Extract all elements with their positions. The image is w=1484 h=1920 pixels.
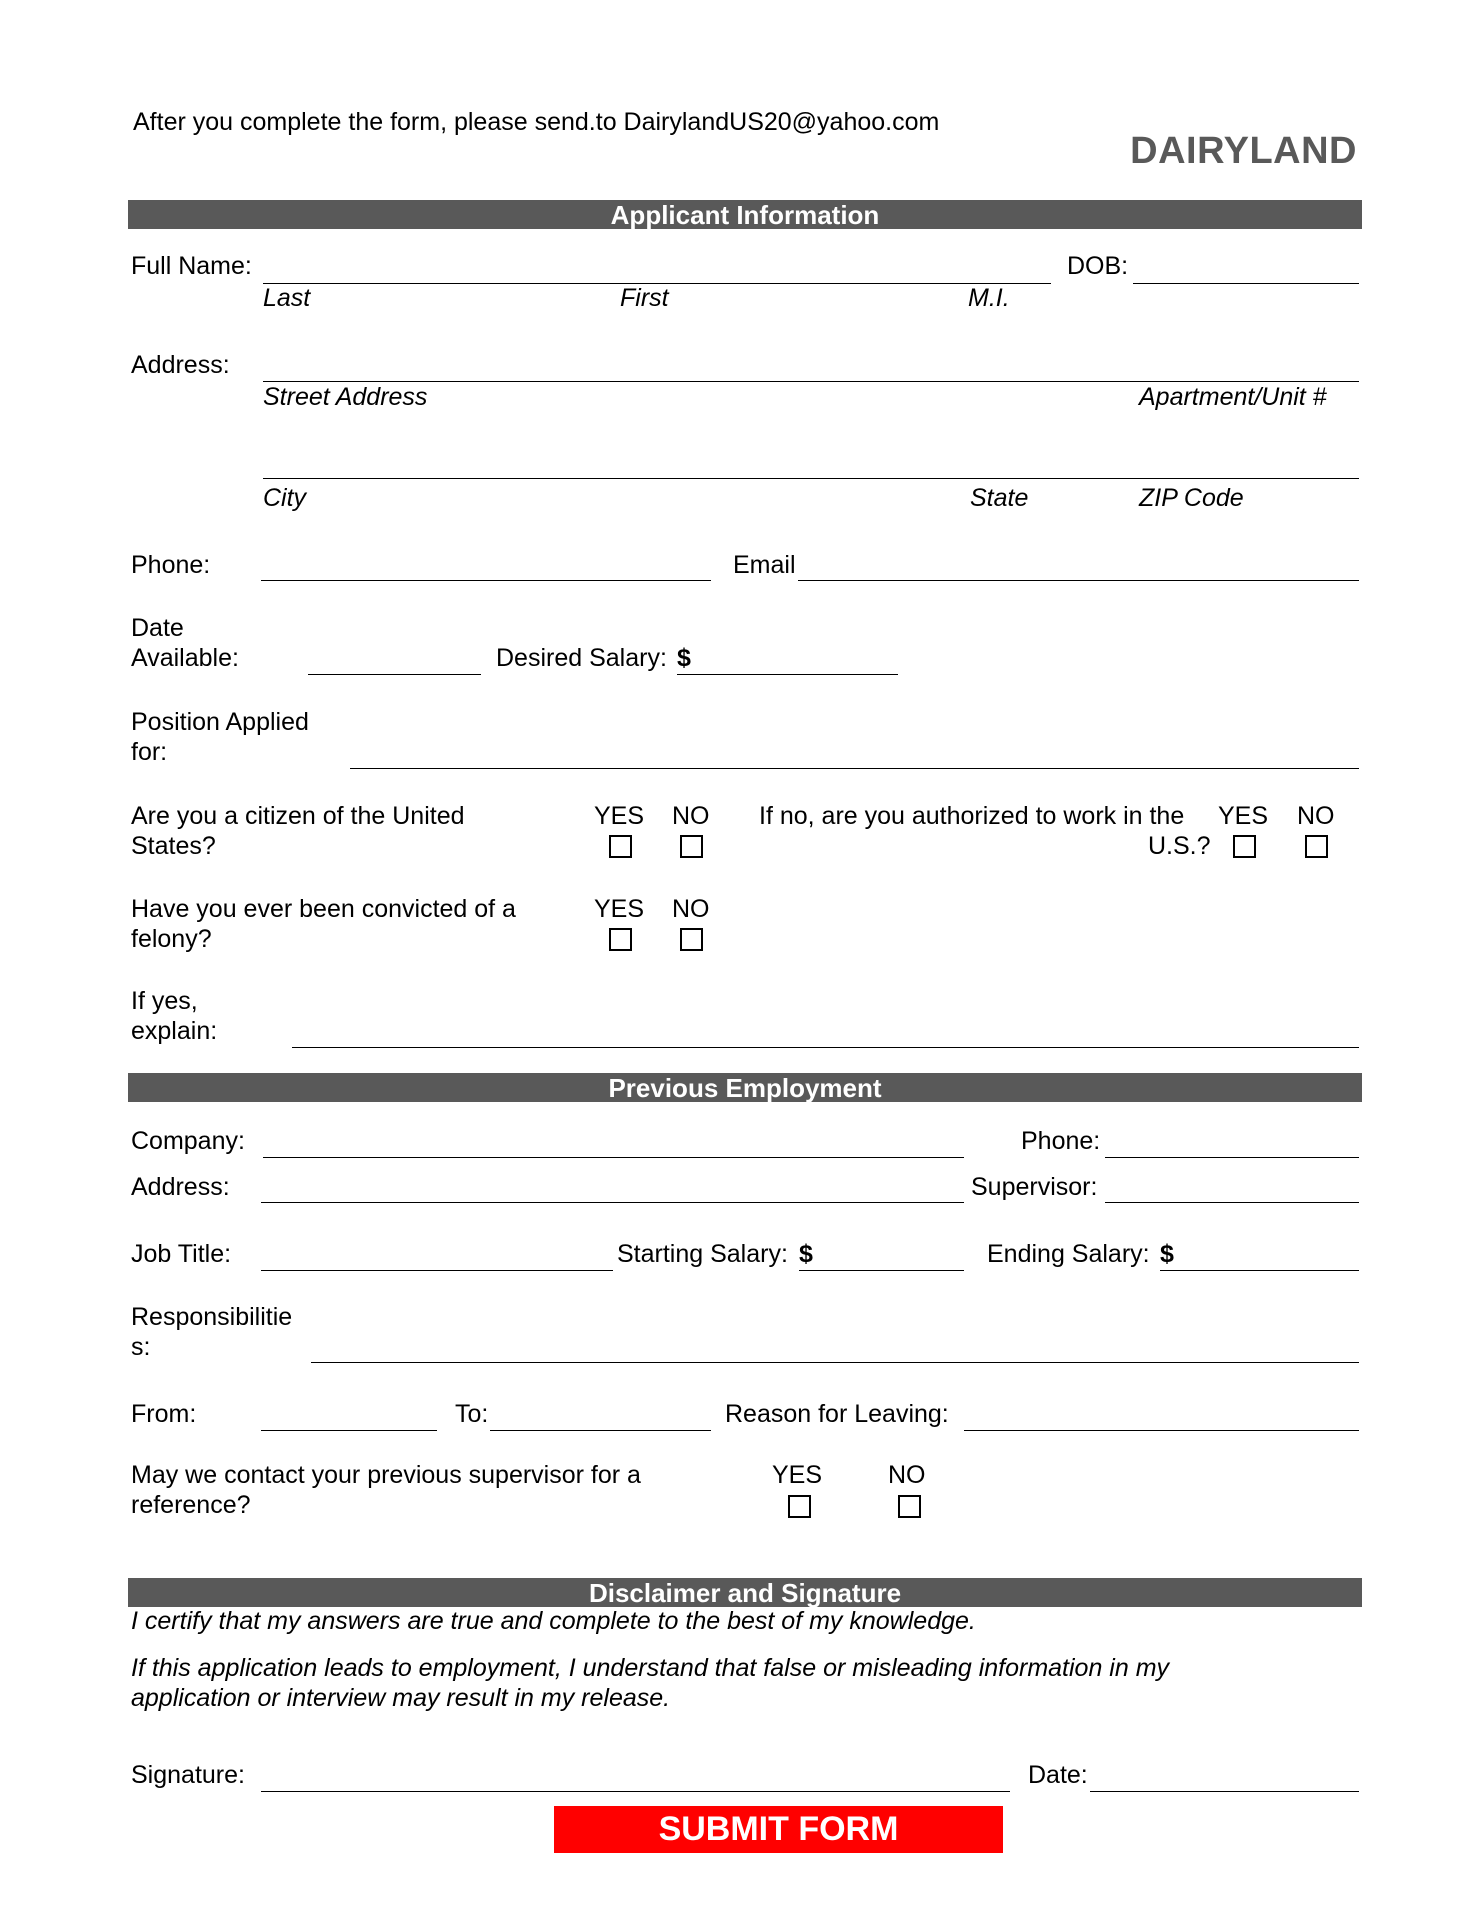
address-label: Address: (131, 351, 230, 379)
to-label: To: (455, 1400, 489, 1428)
ending-salary-dollar: $ (1160, 1240, 1174, 1268)
disclaimer-line1: I certify that my answers are true and complete to the best of my knowledge. (131, 1607, 976, 1635)
dob-input[interactable] (1133, 283, 1359, 284)
desired-salary-label: Desired Salary: (496, 644, 667, 672)
street-address-input[interactable] (263, 381, 1359, 382)
email-input[interactable] (798, 580, 1359, 581)
section-header-employment: Previous Employment (128, 1073, 1362, 1102)
from-label: From: (131, 1400, 197, 1428)
date-available-label-line1: Date (131, 614, 184, 642)
supervisor-label: Supervisor: (971, 1173, 1098, 1201)
responsibilities-input[interactable] (311, 1362, 1359, 1363)
felony-no-checkbox[interactable] (680, 928, 703, 951)
phone-label: Phone: (131, 551, 211, 579)
explain-label-line1: If yes, (131, 987, 198, 1015)
disclaimer-line2: If this application leads to employment, I understand that false or misleading information in my (131, 1654, 1170, 1682)
felony-question-line1: Have you ever been convicted of a (131, 895, 516, 923)
citizen-no-label: NO (672, 802, 710, 830)
responsibilities-label-line1: Responsibilitie (131, 1303, 293, 1331)
position-input[interactable] (350, 768, 1359, 769)
contact-no-checkbox[interactable] (898, 1495, 921, 1518)
citizen-yes-label: YES (594, 802, 645, 830)
employer-phone-input[interactable] (1105, 1157, 1359, 1158)
authorized-question-line2: U.S.? (1148, 832, 1211, 860)
ending-salary-input[interactable] (1160, 1270, 1359, 1271)
felony-yes-checkbox[interactable] (609, 928, 632, 951)
contact-question-line2: reference? (131, 1491, 251, 1519)
sub-label-street: Street Address (263, 383, 428, 411)
sub-label-first: First (620, 284, 669, 312)
signature-input[interactable] (261, 1791, 1010, 1792)
section-header-applicant: Applicant Information (128, 200, 1362, 229)
contact-yes-label: YES (772, 1461, 823, 1489)
employer-address-input[interactable] (261, 1202, 964, 1203)
dob-label: DOB: (1067, 252, 1129, 280)
position-label-line2: for: (131, 738, 168, 766)
felony-no-label: NO (672, 895, 710, 923)
employer-phone-label: Phone: (1021, 1127, 1101, 1155)
submit-form-button[interactable]: SUBMIT FORM (554, 1806, 1003, 1853)
job-title-input[interactable] (261, 1270, 613, 1271)
authorized-no-checkbox[interactable] (1305, 835, 1328, 858)
responsibilities-label-line2: s: (131, 1333, 151, 1361)
to-input[interactable] (490, 1430, 711, 1431)
sub-label-state: State (970, 484, 1029, 512)
contact-yes-checkbox[interactable] (788, 1495, 811, 1518)
authorized-yes-label: YES (1218, 802, 1269, 830)
sub-label-city: City (263, 484, 307, 512)
signature-date-label: Date: (1028, 1761, 1088, 1789)
reason-input[interactable] (964, 1430, 1359, 1431)
position-label-line1: Position Applied (131, 708, 309, 736)
date-available-label-line2: Available: (131, 644, 239, 672)
ending-salary-label: Ending Salary: (987, 1240, 1150, 1268)
full-name-label: Full Name: (131, 252, 252, 280)
sub-label-apartment: Apartment/Unit # (1139, 383, 1327, 411)
starting-salary-input[interactable] (799, 1270, 964, 1271)
starting-salary-label: Starting Salary: (617, 1240, 788, 1268)
section-header-disclaimer: Disclaimer and Signature (128, 1578, 1362, 1607)
signature-label: Signature: (131, 1761, 245, 1789)
sub-label-zip: ZIP Code (1139, 484, 1244, 512)
email-label: Email (733, 551, 796, 579)
phone-input[interactable] (261, 580, 711, 581)
brand-logo-text: DAIRYLAND (1130, 130, 1357, 172)
starting-salary-dollar: $ (799, 1240, 813, 1268)
contact-no-label: NO (888, 1461, 926, 1489)
employer-address-label: Address: (131, 1173, 230, 1201)
date-available-input[interactable] (308, 674, 481, 675)
reason-label: Reason for Leaving: (725, 1400, 949, 1428)
instruction-text: After you complete the form, please send.to DairylandUS20@yahoo.com (133, 108, 940, 136)
citizen-yes-checkbox[interactable] (609, 835, 632, 858)
desired-salary-dollar: $ (677, 644, 691, 672)
job-title-label: Job Title: (131, 1240, 232, 1268)
citizen-question-line1: Are you a citizen of the United (131, 802, 465, 830)
supervisor-input[interactable] (1105, 1202, 1359, 1203)
contact-question-line1: May we contact your previous supervisor for a (131, 1461, 641, 1489)
company-label: Company: (131, 1127, 245, 1155)
sub-label-mi: M.I. (968, 284, 1010, 312)
authorized-question-line1: If no, are you authorized to work in the (759, 802, 1185, 830)
felony-yes-label: YES (594, 895, 645, 923)
explain-label-line2: explain: (131, 1017, 218, 1045)
citizen-no-checkbox[interactable] (680, 835, 703, 858)
authorized-no-label: NO (1297, 802, 1335, 830)
from-input[interactable] (261, 1430, 437, 1431)
disclaimer-line3: application or interview may result in my release. (131, 1684, 671, 1712)
sub-label-last: Last (263, 284, 311, 312)
explain-input[interactable] (292, 1047, 1359, 1048)
signature-date-input[interactable] (1090, 1791, 1359, 1792)
authorized-yes-checkbox[interactable] (1233, 835, 1256, 858)
desired-salary-input[interactable] (677, 674, 898, 675)
citizen-question-line2: States? (131, 832, 216, 860)
city-state-zip-input[interactable] (263, 478, 1359, 479)
felony-question-line2: felony? (131, 925, 212, 953)
company-input[interactable] (263, 1157, 964, 1158)
